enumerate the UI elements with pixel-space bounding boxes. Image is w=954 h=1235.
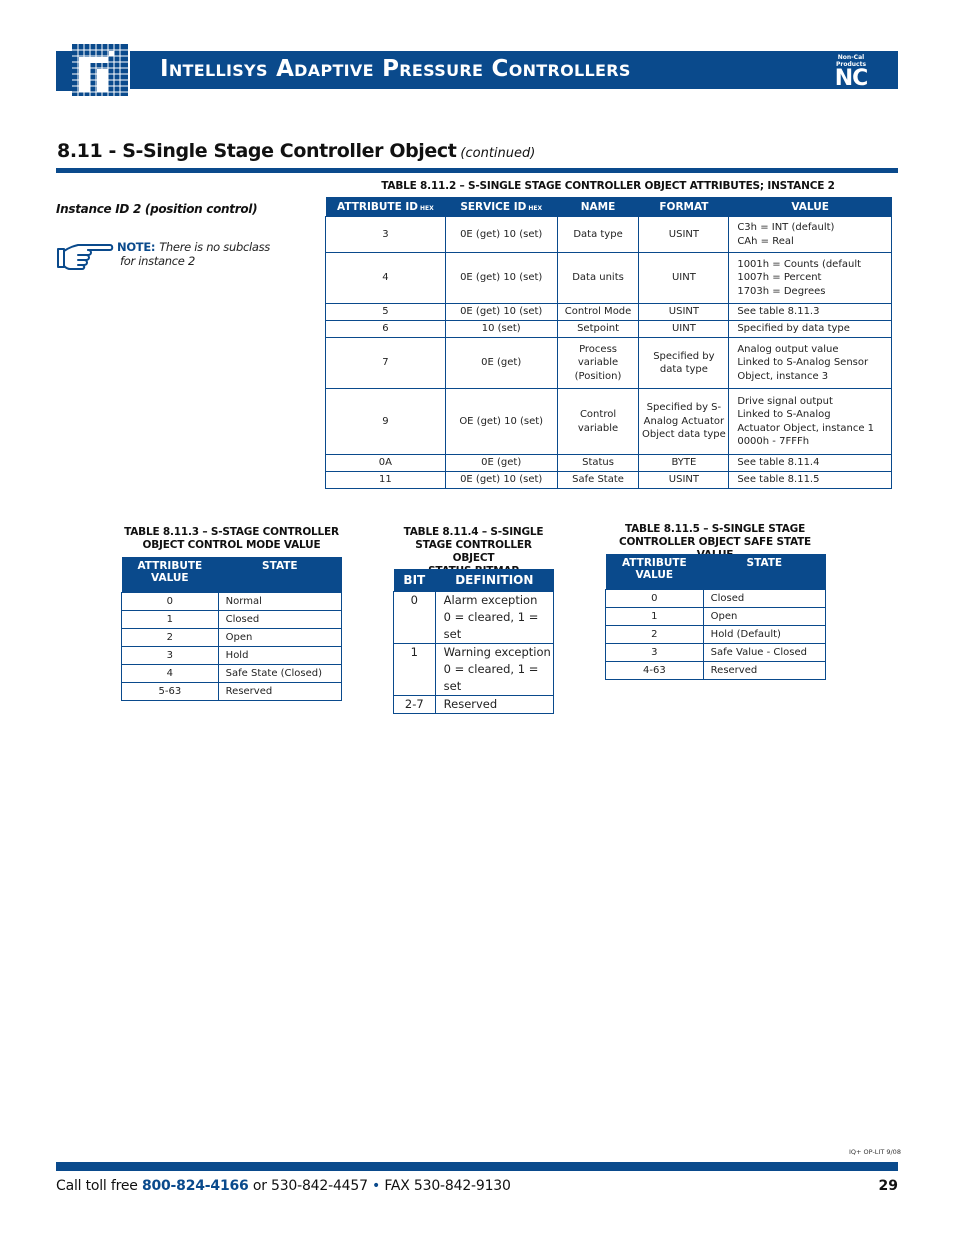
- name-cell-line: Safe State: [572, 474, 624, 486]
- value-cell-line: 1703h = Degrees: [737, 285, 826, 297]
- state-cell: Safe State (Closed): [218, 665, 341, 683]
- format-cell-line: USINT: [668, 228, 699, 240]
- value-cell: [729, 304, 892, 321]
- brand-small-text: Non-Cal Products: [835, 54, 867, 68]
- service-id-cell: 0E (get) 10 (set): [445, 217, 557, 253]
- state-cell: Closed: [703, 590, 825, 608]
- control-mode-table: [121, 557, 342, 701]
- header-state: STATE: [218, 557, 341, 593]
- format-cell-line: USINT: [668, 474, 699, 486]
- table-row: [122, 647, 342, 665]
- pointing-hand-icon: [56, 241, 114, 271]
- header-value: VALUE: [729, 197, 892, 217]
- control-mode-title-line-2: OBJECT CONTROL MODE VALUE: [142, 539, 321, 551]
- brand-logo: [824, 54, 878, 91]
- name-cell-line: Data type: [573, 228, 623, 240]
- format-cell: [639, 389, 729, 455]
- brand-nc-text: NC: [834, 66, 868, 91]
- value-cell: [729, 389, 892, 455]
- state-cell: Open: [703, 608, 825, 626]
- name-cell-line: Data units: [572, 272, 624, 284]
- phone-link[interactable]: 800-824-4166: [141, 1178, 249, 1194]
- table-row: [394, 592, 554, 644]
- table-row: [326, 338, 892, 389]
- attribute-id-cell: 0A: [326, 455, 446, 472]
- value-cell: [729, 217, 892, 253]
- control-mode-table-title: [121, 526, 342, 552]
- attribute-value-cell: 1: [122, 611, 219, 629]
- name-cell: [557, 338, 639, 389]
- attribute-value-cell: 2: [122, 629, 219, 647]
- header-service-id: SERVICE ID HEX: [445, 197, 557, 217]
- name-cell: [557, 455, 639, 472]
- state-cell: Open: [218, 629, 341, 647]
- definition-cell-line: 0 = cleared, 1 = set: [443, 662, 539, 693]
- format-cell-line: Analog Actuator: [643, 415, 725, 427]
- service-id-cell: 0E (get) 10 (set): [445, 253, 557, 304]
- format-cell-line: UINT: [671, 272, 696, 284]
- name-cell-line: (Position): [574, 370, 622, 382]
- definition-cell-line: Warning exception: [443, 645, 551, 659]
- attribute-id-cell: 11: [326, 472, 446, 489]
- service-id-cell: 0E (get): [445, 455, 557, 472]
- bit-cell: 2-7: [394, 696, 436, 714]
- table-row: [326, 455, 892, 472]
- header-bit: BIT: [394, 569, 436, 592]
- service-id-cell: 0E (get): [445, 338, 557, 389]
- bullet: •: [372, 1178, 381, 1194]
- attribute-value-cell: 4-63: [606, 662, 704, 680]
- table-row: [122, 611, 342, 629]
- value-cell: [729, 472, 892, 489]
- page-title: Intellisys Adaptive Pressure Controllers: [160, 56, 631, 82]
- table-row: [122, 683, 342, 701]
- section-title-text: 8.11 - S-Single Stage Controller Object: [57, 140, 457, 162]
- value-cell-line: Drive signal output: [737, 395, 833, 407]
- format-cell-line: USINT: [668, 306, 699, 318]
- attribute-value-cell: 3: [122, 647, 219, 665]
- name-cell-line: variable: [577, 357, 619, 369]
- format-cell: [639, 304, 729, 321]
- attributes-table-header: [326, 197, 892, 217]
- value-cell-line: Object, instance 3: [737, 370, 829, 382]
- value-cell: [729, 321, 892, 338]
- table-row: [326, 321, 892, 338]
- value-cell-line: See table 8.11.3: [737, 306, 820, 318]
- state-cell: Safe Value - Closed: [703, 644, 825, 662]
- table-row: [122, 629, 342, 647]
- value-cell-line: Linked to S-Analog: [737, 409, 831, 420]
- status-bitmap-table-header: [394, 569, 554, 592]
- attribute-value-cell: 1: [606, 608, 704, 626]
- table-row: [606, 590, 826, 608]
- attribute-value-cell: 4: [122, 665, 219, 683]
- attribute-value-cell: 2: [606, 626, 704, 644]
- state-cell: Reserved: [703, 662, 825, 680]
- instance-label: Instance ID 2 (position control): [56, 202, 258, 216]
- attribute-id-cell: 6: [326, 321, 446, 338]
- attribute-value-cell: 3: [606, 644, 704, 662]
- table-row: [326, 304, 892, 321]
- control-mode-table-header: [122, 557, 342, 593]
- header-state: STATE: [703, 554, 825, 590]
- name-cell-line: Control Mode: [564, 306, 632, 318]
- format-cell: [639, 338, 729, 389]
- format-cell: [639, 253, 729, 304]
- bit-cell: 1: [394, 644, 436, 696]
- format-cell: [639, 472, 729, 489]
- table-row: [326, 472, 892, 489]
- header-format: FORMAT: [639, 197, 729, 217]
- name-cell: [557, 253, 639, 304]
- safe-state-table-header: [606, 554, 826, 590]
- name-cell-line: Status: [582, 457, 614, 469]
- definition-cell-line: Reserved: [443, 697, 498, 711]
- name-cell-line: variable: [577, 422, 619, 434]
- format-cell: [639, 455, 729, 472]
- fax-number: FAX 530-842-9130: [380, 1178, 511, 1194]
- state-cell: Hold (Default): [703, 626, 825, 644]
- value-cell-line: 0000h - 7FFFh: [737, 436, 810, 447]
- format-cell: [639, 217, 729, 253]
- format-cell-line: Object data type: [642, 429, 726, 441]
- service-id-cell: 0E (get) 10 (set): [445, 304, 557, 321]
- name-cell: [557, 304, 639, 321]
- table-row: [122, 593, 342, 611]
- name-cell: [557, 472, 639, 489]
- attributes-table: [325, 197, 892, 489]
- value-cell-line: Actuator Object, instance 1: [737, 422, 875, 434]
- note-label: NOTE:: [117, 240, 156, 254]
- call-prefix: Call toll free: [56, 1178, 142, 1194]
- format-cell-line: UINT: [671, 323, 696, 335]
- service-id-cell: OE (get) 10 (set): [445, 389, 557, 455]
- status-bitmap-title-line-1: TABLE 8.11.4 – S-SINGLE: [403, 526, 544, 538]
- status-bitmap-title-line-2: STAGE CONTROLLER OBJECT: [415, 539, 532, 564]
- value-cell-line: See table 8.11.4: [737, 457, 820, 469]
- state-cell: Closed: [218, 611, 341, 629]
- table-row: [606, 608, 826, 626]
- header-banner: [130, 51, 898, 89]
- bit-cell: 0: [394, 592, 436, 644]
- page-number: 29: [878, 1178, 898, 1194]
- attribute-value-cell: 0: [606, 590, 704, 608]
- value-cell-line: See table 8.11.5: [737, 474, 820, 486]
- footer-contact: [56, 1178, 511, 1194]
- value-cell-line: Specified by data type: [737, 323, 850, 335]
- attribute-id-cell: 4: [326, 253, 446, 304]
- table-row: [326, 389, 892, 455]
- name-cell: [557, 389, 639, 455]
- table-row: [326, 217, 892, 253]
- table-row: [606, 626, 826, 644]
- value-cell-line: Linked to S-Analog Sensor: [737, 357, 869, 369]
- status-bitmap-table: [393, 569, 554, 714]
- attribute-id-cell: 3: [326, 217, 446, 253]
- company-logo: [56, 42, 130, 98]
- state-cell: Normal: [218, 593, 341, 611]
- section-title: [57, 140, 535, 162]
- section-divider: [56, 168, 898, 173]
- table-row: [122, 665, 342, 683]
- state-cell: Reserved: [218, 683, 341, 701]
- safe-state-title-line-1: TABLE 8.11.5 – S-SINGLE STAGE: [624, 523, 806, 535]
- format-cell-line: Specified by S-: [646, 402, 722, 414]
- attributes-table-title: TABLE 8.11.2 – S-SINGLE STAGE CONTROLLER OBJECT ATTRIBUTES; INSTANCE 2: [381, 180, 835, 192]
- document-code: IQ+ OP-LIT 9/08: [849, 1148, 901, 1156]
- value-cell-line: Analog output value: [737, 343, 839, 355]
- definition-cell: [435, 696, 553, 714]
- safe-state-table: [605, 554, 826, 680]
- table-row: [326, 253, 892, 304]
- alt-phone: or 530-842-4457: [248, 1178, 373, 1194]
- header-attribute-value: ATTRIBUTE VALUE: [606, 554, 704, 590]
- safe-state-title-line-2: CONTROLLER OBJECT SAFE STATE: [618, 536, 812, 548]
- format-cell: [639, 321, 729, 338]
- attribute-value-cell: 5-63: [122, 683, 219, 701]
- name-cell-line: Process: [579, 343, 617, 355]
- value-cell: [729, 455, 892, 472]
- table-row: [606, 662, 826, 680]
- name-cell-line: Control: [579, 409, 617, 420]
- format-cell-line: BYTE: [671, 457, 697, 469]
- table-row: [394, 644, 554, 696]
- name-cell: [557, 321, 639, 338]
- value-cell-line: CAh = Real: [737, 235, 794, 247]
- header-attribute-value: ATTRIBUTE VALUE: [122, 557, 219, 593]
- footer-divider: [56, 1162, 898, 1171]
- value-cell-line: 1001h = Counts (default: [737, 258, 862, 270]
- header-definition: DEFINITION: [435, 569, 553, 592]
- attribute-value-cell: 0: [122, 593, 219, 611]
- value-cell-line: 1007h = Percent: [737, 272, 822, 284]
- control-mode-title-line-1: TABLE 8.11.3 – S-STAGE CONTROLLER: [124, 526, 339, 538]
- definition-cell: [435, 644, 553, 696]
- section-continued: (continued): [460, 146, 536, 161]
- definition-cell-line: 0 = cleared, 1 = set: [443, 610, 539, 641]
- value-cell: [729, 338, 892, 389]
- name-cell: [557, 217, 639, 253]
- definition-cell: [435, 592, 553, 644]
- attribute-id-cell: 5: [326, 304, 446, 321]
- state-cell: Hold: [218, 647, 341, 665]
- header-attribute-id: ATTRIBUTE ID HEX: [326, 197, 446, 217]
- note: [117, 240, 270, 268]
- attribute-id-cell: 9: [326, 389, 446, 455]
- table-row: [606, 644, 826, 662]
- format-cell-line: Specified by: [653, 350, 715, 362]
- definition-cell-line: Alarm exception: [443, 593, 538, 607]
- attribute-id-cell: 7: [326, 338, 446, 389]
- value-cell-line: C3h = INT (default): [737, 222, 835, 233]
- note-line-2: for instance 2: [120, 254, 195, 268]
- table-row: [394, 696, 554, 714]
- format-cell-line: data type: [659, 364, 708, 375]
- name-cell-line: Setpoint: [577, 323, 619, 335]
- header-name: NAME: [557, 197, 639, 217]
- note-line-1: There is no subclass: [159, 240, 271, 254]
- value-cell: [729, 253, 892, 304]
- service-id-cell: 10 (set): [445, 321, 557, 338]
- service-id-cell: 0E (get) 10 (set): [445, 472, 557, 489]
